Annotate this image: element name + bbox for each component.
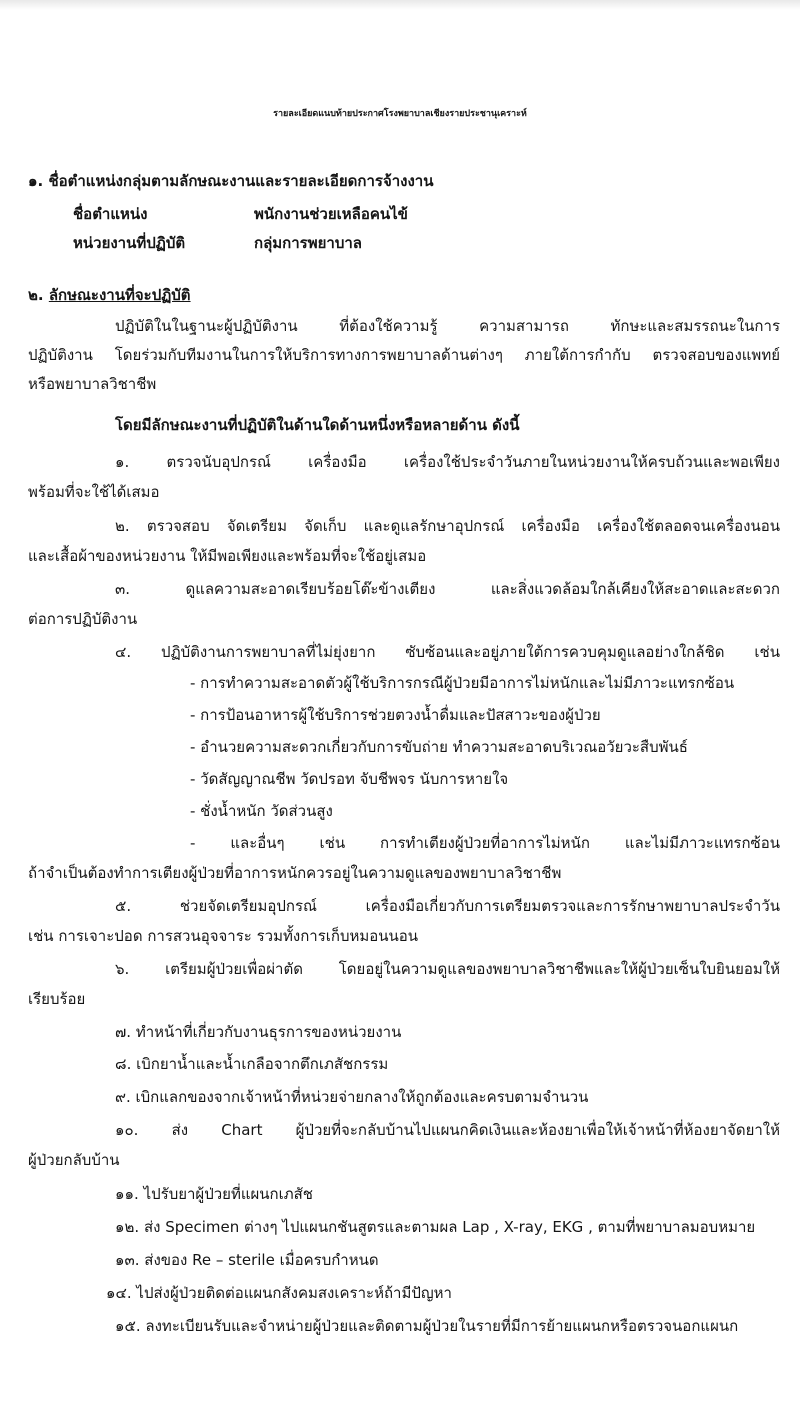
duty-7: ๗. ทำหน้าที่เกี่ยวกับงานธุรการของหน่วยงาน	[115, 1023, 402, 1041]
position-label: ชื่อตำแหน่ง	[73, 205, 148, 223]
duty-4-sub-4: - วัดสัญญาณชีพ วัดปรอท จับชีพจร นับการหายใจ	[190, 770, 509, 788]
duty-5-line-1: ๕. ช่วยจัดเตรียมอุปกรณ์ เครื่องมือเกี่ยวกับการเตรียมตรวจและการรักษาพยาบาลประจำวัน	[115, 897, 780, 915]
duty-3-line-2: ต่อการปฏิบัติงาน	[28, 610, 138, 628]
duty-4-sub-2: - การป้อนอาหารผู้ใช้บริการช่วยตวงน้ำดื่มและปัสสาวะของผู้ป่วย	[190, 706, 601, 724]
scan-edge-shadow	[0, 0, 800, 10]
document-title: รายละเอียดแนบท้ายประกาศโรงพยาบาลเชียงรายประชานุเคราะห์	[273, 109, 527, 119]
duty-4-sub-6: - และอื่นๆ เช่น การทำเตียงผู้ป่วยที่อาการไม่หนัก และไม่มีภาวะแทรกซ้อน	[190, 834, 780, 852]
duty-15: ๑๕. ลงทะเบียนรับและจำหน่ายผู้ป่วยและติดตามผู้ป่วยในรายที่มีการย้ายแผนกหรือตรวจนอกแผนก	[115, 1317, 739, 1335]
unit-value: กลุ่มการพยาบาล	[254, 234, 362, 252]
duty-3-line-1: ๓. ดูแลความสะอาดเรียบร้อยโต๊ะข้างเตียง และสิ่งแวดล้อมใกล้เคียงให้สะอาดและสะดวก	[115, 580, 780, 598]
duty-2-line-1: ๒. ตรวจสอบ จัดเตรียม จัดเก็บ และดูแลรักษาอุปกรณ์ เครื่องมือ เครื่องใช้ตลอดจนเครื่องนอน	[115, 517, 780, 535]
duty-8: ๘. เบิกยาน้ำและน้ำเกลือจากตึกเภสัชกรรม	[115, 1055, 389, 1073]
duty-2-line-2: และเสื้อผ้าของหน่วยงาน ให้มีพอเพียงและพร้อมที่จะใช้อยู่เสมอ	[28, 547, 427, 565]
intro-line-2: ปฏิบัติงาน โดยร่วมกับทีมงานในการให้บริการทางการพยาบาลด้านต่างๆ ภายใต้การกำกับ ตรวจสอบของแพทย์	[28, 346, 780, 364]
duty-1-line-1: ๑. ตรวจนับอุปกรณ์ เครื่องมือ เครื่องใช้ประจำวันภายในหน่วยงานให้ครบถ้วนและพอเพียง	[115, 453, 780, 471]
unit-label: หน่วยงานที่ปฏิบัติ	[73, 234, 186, 252]
duty-6-line-2: เรียบร้อย	[28, 990, 86, 1008]
duty-4-sub-6-cont: ถ้าจำเป็นต้องทำการเตียงผู้ป่วยที่อาการหนักควรอยู่ในความดูแลของพยาบาลวิชาชีพ	[28, 864, 562, 882]
section-1-heading: ๑. ชื่อตำแหน่งกลุ่มตามลักษณะงานและรายละเอียดการจ้างงาน	[28, 172, 434, 190]
duty-1-line-2: พร้อมที่จะใช้ได้เสมอ	[28, 483, 160, 501]
section-2-title: ลักษณะงานที่จะปฏิบัติ	[48, 286, 191, 304]
duty-4-sub-5: - ชั่งน้ำหนัก วัดส่วนสูง	[190, 802, 333, 820]
duty-13: ๑๓. ส่งของ Re – sterile เมื่อครบกำหนด	[115, 1251, 379, 1269]
section-2-number: ๒.	[28, 286, 44, 304]
duty-4-sub-1: - การทำความสะอาดตัวผู้ใช้บริการกรณีผู้ป่วยมีอาการไม่หนักและไม่มีภาวะแทรกซ้อน	[190, 674, 735, 692]
duty-4-sub-3: - อำนวยความสะดวกเกี่ยวกับการขับถ่าย ทำความสะอาดบริเวณอวัยวะสืบพันธ์	[190, 738, 688, 756]
section-2-heading	[28, 284, 191, 306]
duty-4-line-1: ๔. ปฏิบัติงานการพยาบาลที่ไม่ยุ่งยาก ซับซ้อนและอยู่ภายใต้การควบคุมดูแลอย่างใกล้ชิด เช่น	[115, 643, 780, 661]
duty-14: ๑๔. ไปส่งผู้ป่วยติดต่อแผนกสังคมสงเคราะห์ถ้ามีปัญหา	[106, 1284, 452, 1302]
duty-11: ๑๑. ไปรับยาผู้ป่วยที่แผนกเภสัช	[115, 1185, 313, 1203]
position-value: พนักงานช่วยเหลือคนไข้	[254, 205, 408, 223]
intro-line-1: ปฏิบัติในในฐานะผู้ปฏิบัติงาน ที่ต้องใช้ความรู้ ความสามารถ ทักษะและสมรรถนะในการ	[115, 317, 780, 335]
duty-10-line-1: ๑๐. ส่ง Chart ผู้ป่วยที่จะกลับบ้านไปแผนกคิดเงินและห้องยาเพื่อให้เจ้าหน้าที่ห้องยาจัดยาให้	[115, 1121, 780, 1139]
duty-12: ๑๒. ส่ง Specimen ต่างๆ ไปแผนกชันสูตรและตามผล Lap , X-ray, EKG , ตามที่พยาบาลมอบหมาย	[115, 1218, 756, 1236]
intro-line-3: หรือพยาบาลวิชาชีพ	[28, 375, 157, 393]
duty-5-line-2: เช่น การเจาะปอด การสวนอุจจาระ รวมทั้งการเก็บหมอนนอน	[28, 927, 419, 945]
duty-9: ๙. เบิกแลกของจากเจ้าหน้าที่หน่วยจ่ายกลางให้ถูกต้องและครบตามจำนวน	[115, 1088, 589, 1106]
duty-6-line-1: ๖. เตรียมผู้ป่วยเพื่อผ่าตัด โดยอยู่ในความดูแลของพยาบาลวิชาชีพและให้ผู้ป่วยเซ็นใบยินยอมให้	[115, 960, 780, 978]
duty-10-line-2: ผู้ป่วยกลับบ้าน	[28, 1151, 120, 1169]
duties-subheading: โดยมีลักษณะงานที่ปฏิบัติในด้านใดด้านหนึ่งหรือหลายด้าน ดังนี้	[115, 416, 520, 434]
